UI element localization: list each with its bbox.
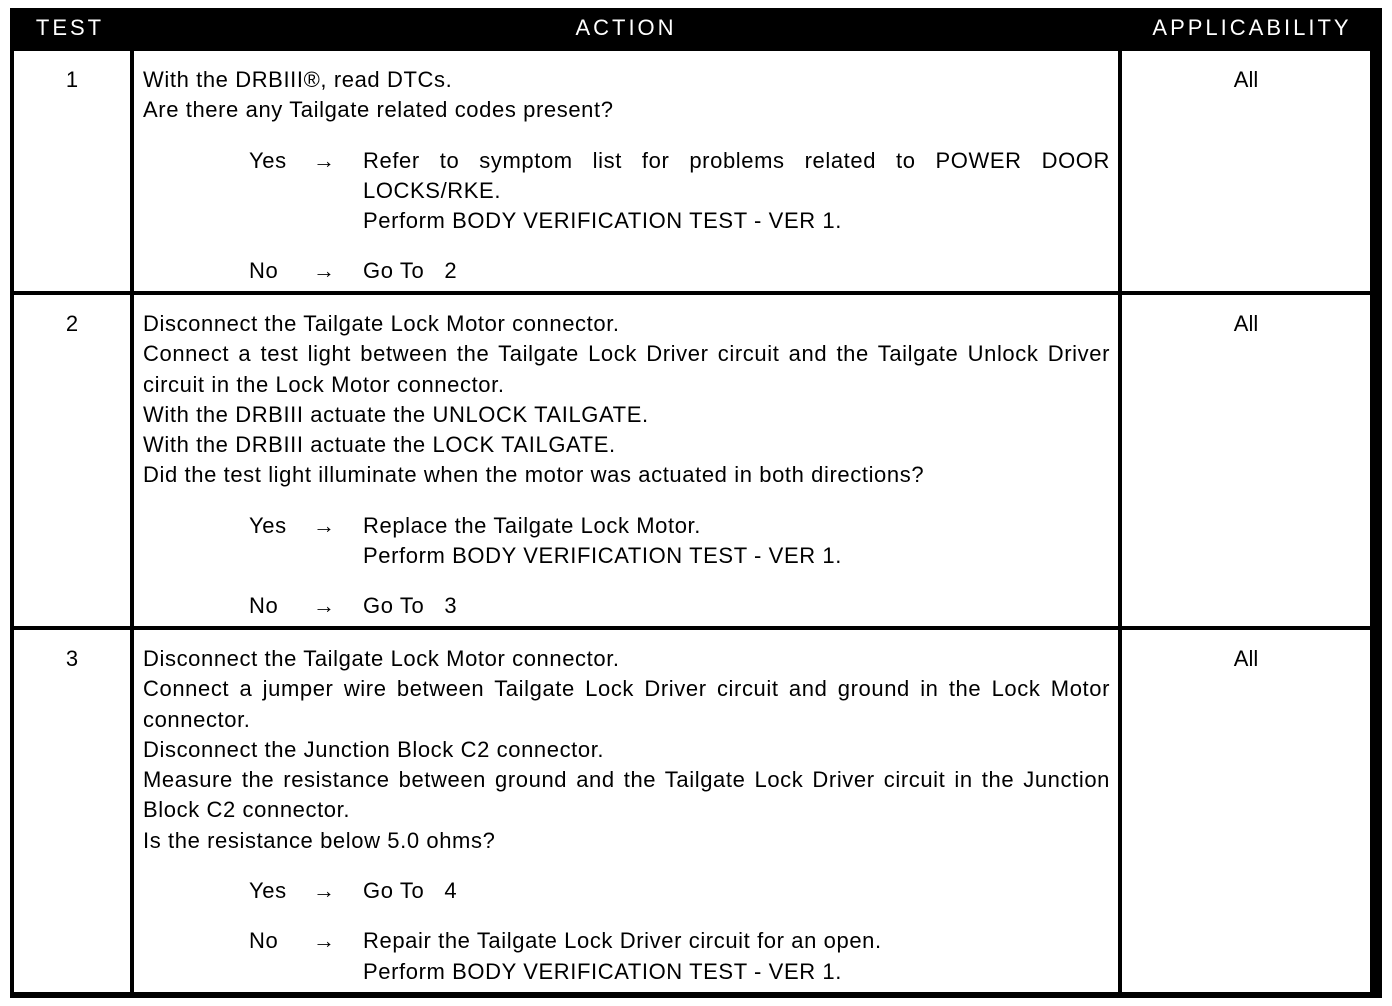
branch-line: Go To 4 [363, 878, 458, 904]
yes-label: Yes [249, 878, 287, 904]
yes-branch [143, 511, 1110, 572]
branch-line: Perform BODY VERIFICATION TEST - VER 1. [363, 208, 842, 234]
step-line: Is the resistance below 5.0 ohms? [143, 827, 496, 853]
no-branch [143, 926, 1110, 987]
step-line: Disconnect the Junction Block C2 connector. [143, 736, 605, 762]
no-branch [143, 256, 1110, 286]
arrow-icon: → [313, 258, 336, 284]
no-label: No [249, 593, 279, 619]
step-line: Did the test light illuminate when the motor was actuated in both directions? [143, 462, 925, 488]
test-number: 1 [14, 51, 130, 291]
step-line: With the DRBIII actuate the LOCK TAILGATE. [143, 432, 616, 458]
applicability-cell: All [1122, 51, 1370, 291]
arrow-icon: → [313, 512, 336, 538]
branch-line: Go To 3 [363, 593, 458, 619]
step-line: With the DRBIII®, read DTCs. [143, 67, 453, 92]
test-number: 3 [14, 630, 130, 992]
applicability-cell: All [1122, 295, 1370, 626]
yes-label: Yes [249, 147, 287, 173]
branch-line: Refer to symptom list for problems related to POWER DOOR LOCKS/RKE. [363, 147, 1110, 203]
yes-label: Yes [249, 512, 287, 538]
branch-line: Perform BODY VERIFICATION TEST - VER 1. [363, 543, 842, 569]
no-label: No [249, 258, 279, 284]
arrow-icon: → [313, 147, 336, 173]
step-list [143, 644, 1110, 856]
test-number: 2 [14, 295, 130, 626]
arrow-icon: → [313, 593, 336, 619]
step-line: Connect a test light between the Tailgate Lock Driver circuit and the Tailgate Unlock Driver circuit in the Lock Motor connector. [143, 341, 1110, 397]
yes-branch [143, 876, 1110, 906]
diagnostic-test-table [10, 8, 1382, 998]
no-branch [143, 591, 1110, 621]
step-line: Are there any Tailgate related codes present? [143, 97, 614, 123]
step-line: Disconnect the Tailgate Lock Motor connector. [143, 646, 620, 671]
header-test: TEST [35, 15, 105, 40]
action-cell [134, 51, 1118, 291]
step-line: Disconnect the Tailgate Lock Motor connector. [143, 311, 620, 336]
applicability-cell: All [1122, 630, 1370, 992]
header-action: ACTION [575, 15, 677, 40]
no-label: No [249, 928, 279, 954]
action-cell [134, 295, 1118, 626]
branch-line: Repair the Tailgate Lock Driver circuit for an open. [363, 928, 882, 954]
step-list [143, 65, 1110, 126]
arrow-icon: → [313, 928, 336, 954]
branch-line: Go To 2 [363, 258, 458, 284]
step-line: With the DRBIII actuate the UNLOCK TAILGATE. [143, 401, 649, 427]
step-line: Measure the resistance between ground and the Tailgate Lock Driver circuit in the Junction Block C2 connector. [143, 767, 1110, 823]
step-line: Connect a jumper wire between Tailgate Lock Driver circuit and ground in the Lock Motor connector. [143, 676, 1110, 732]
arrow-icon: → [313, 878, 336, 904]
step-list [143, 309, 1110, 491]
action-cell [134, 630, 1118, 992]
yes-branch [143, 146, 1110, 237]
header-applicability: APPLICABILITY [1152, 15, 1352, 40]
branch-line: Perform BODY VERIFICATION TEST - VER 1. [363, 958, 842, 984]
branch-line: Replace the Tailgate Lock Motor. [363, 512, 701, 538]
